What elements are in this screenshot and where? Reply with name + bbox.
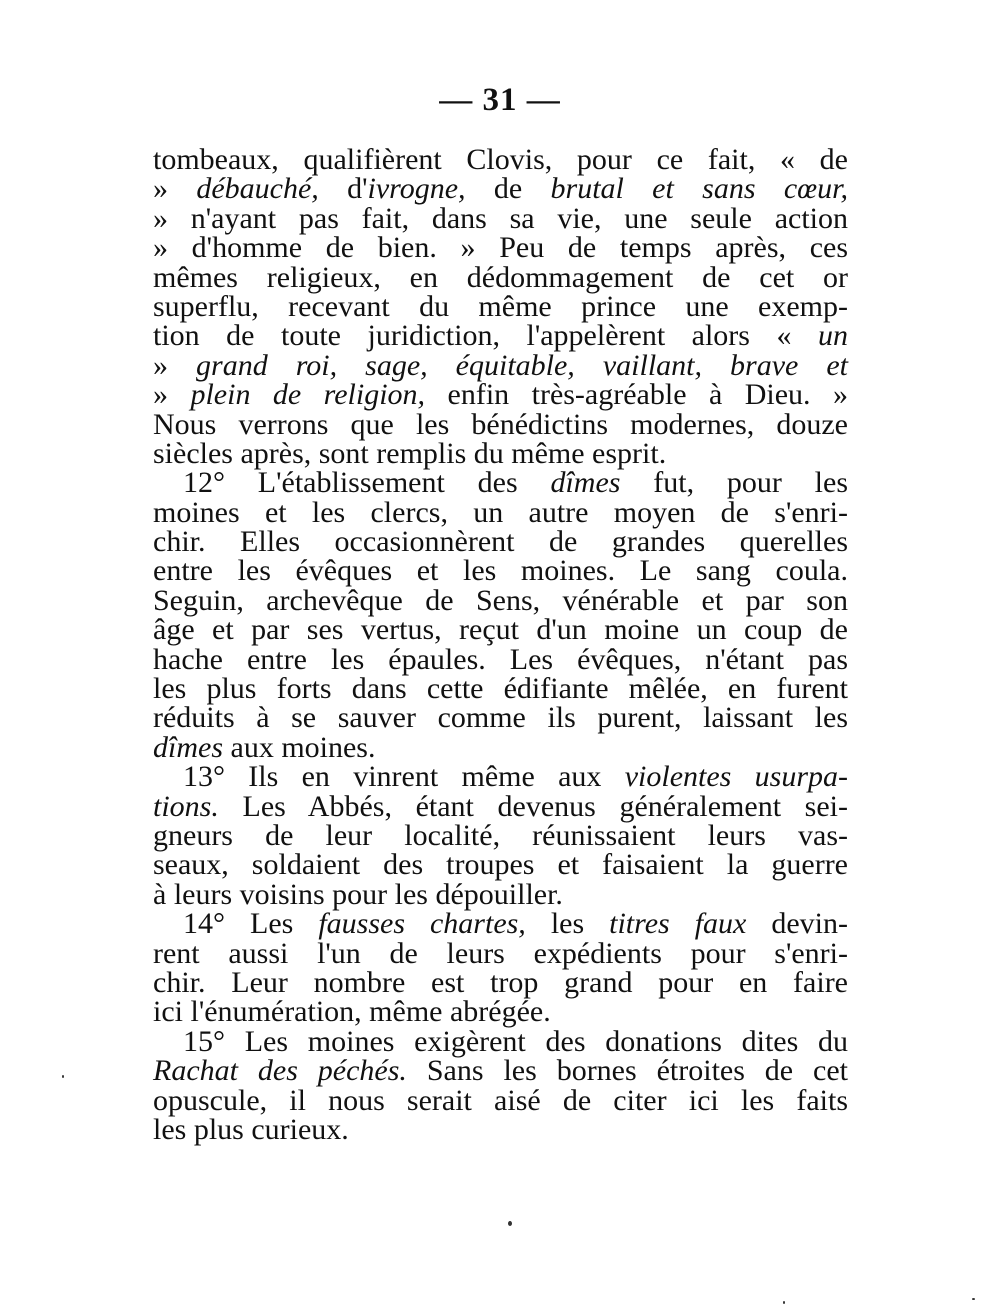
text-line	[153, 407, 848, 441]
text-line	[153, 1054, 849, 1088]
text-segment: les plus forts dans cette édifiante mêlée, en furent	[153, 672, 848, 706]
text-segment: 15° Les moines exigèrent des donations dites du	[183, 1024, 848, 1058]
text-segment: 12° L'établissement des	[183, 466, 551, 500]
italic-segment: grand roi, sage, équitable, vaillant, brave et	[196, 348, 849, 382]
text-segment: 13° Ils en vinrent même aux	[183, 760, 625, 794]
italic-segment: tions.	[153, 789, 219, 823]
text-segment: ici l'énumération, même abrégée.	[153, 995, 551, 1029]
text-segment: enfin très-agréable à Dieu. »	[425, 378, 849, 412]
text-line	[153, 1112, 848, 1146]
text-segment: aux moines.	[223, 730, 376, 764]
text-segment: superflu, recevant du même prince une exemp-	[153, 289, 848, 323]
text-line	[153, 936, 848, 970]
text-line	[153, 495, 848, 529]
italic-segment: débauché,	[196, 172, 319, 206]
text-segment: opuscule, il nous serait aisé de citer ici les faits	[153, 1083, 848, 1117]
speck	[62, 1075, 64, 1078]
text-line	[153, 965, 848, 999]
text-segment: tion de toute juridiction, l'appelèrent alors «	[153, 319, 818, 353]
text-line	[153, 348, 849, 382]
text-line	[153, 231, 848, 265]
text-segment: Les Abbés, étant devenus généralement sei-	[218, 789, 848, 823]
text-line	[153, 701, 848, 735]
text-segment: fut, pour les	[620, 466, 849, 500]
text-segment: devin-	[746, 907, 848, 941]
text-line	[153, 145, 848, 174]
italic-segment: titres faux	[609, 907, 747, 941]
text-segment: de	[465, 172, 551, 206]
text-line	[153, 583, 848, 617]
text-segment: les	[525, 907, 610, 941]
italic-segment: brutal et sans cœur,	[550, 172, 848, 206]
text-line	[153, 319, 848, 353]
text-segment: moines et les clercs, un autre moyen de s'enri-	[153, 495, 848, 529]
speck	[508, 1221, 512, 1226]
text-line	[153, 818, 848, 852]
text-line	[153, 672, 848, 706]
text-line	[153, 289, 848, 323]
text-segment: » n'ayant pas fait, dans sa vie, une seule action	[153, 201, 848, 235]
text-line	[153, 730, 848, 764]
text-segment: seaux, soldaient des troupes et faisaient la guerre	[153, 848, 848, 882]
text-segment: Seguin, archevêque de Sens, vénérable et par son	[153, 583, 848, 617]
text-line	[153, 466, 849, 500]
italic-segment: dîmes	[153, 730, 223, 764]
text-segment: mêmes religieux, en dédommagement de cet or	[153, 260, 848, 294]
text-segment: réduits à se sauver comme ils purent, laissant les	[153, 701, 848, 735]
text-segment: âge et par ses vertus, reçut d'un moine un coup de	[153, 613, 848, 647]
text-segment: »	[153, 172, 197, 206]
text-line	[153, 907, 848, 941]
text-segment: entre les évêques et les moines. Le sang coula.	[153, 554, 848, 588]
text-segment: tombeaux, qualifièrent Clovis, pour ce fait, « de	[153, 143, 848, 176]
text-line	[153, 760, 849, 794]
italic-segment: Rachat des péchés.	[153, 1054, 407, 1088]
text-line	[153, 436, 848, 470]
text-segment: à leurs voisins pour les dépouiller.	[153, 877, 563, 911]
text-line	[153, 378, 849, 412]
text-segment: chir. Elles occasionnèrent de grandes querelles	[153, 525, 848, 559]
italic-segment: violentes usurpa-	[624, 760, 849, 794]
text-line	[153, 525, 848, 559]
text-line	[153, 789, 848, 823]
text-line	[153, 260, 848, 294]
text-segment: rent aussi l'un de leurs expédients pour s'enri-	[153, 936, 848, 970]
text-segment: siècles après, sont remplis du même esprit.	[153, 436, 667, 470]
text-line	[153, 172, 848, 206]
text-segment: d'	[318, 172, 368, 206]
text-line	[153, 1083, 848, 1117]
text-segment: gneurs de leur localité, réunissaient leurs vas-	[153, 818, 848, 852]
speck	[783, 1301, 785, 1304]
text-line	[153, 642, 848, 676]
text-segment: »	[153, 348, 197, 382]
text-segment: » d'homme de bien. » Peu de temps après, ces	[153, 231, 848, 265]
text-line	[153, 1024, 848, 1058]
text-line	[153, 877, 848, 911]
text-segment: hache entre les épaules. Les évêques, n'étant pas	[153, 642, 848, 676]
text-line	[153, 201, 848, 235]
text-line	[153, 554, 848, 588]
text-segment: chir. Leur nombre est trop grand pour en faire	[153, 965, 848, 999]
italic-segment: un	[818, 319, 848, 353]
text-line	[153, 613, 848, 647]
text-segment: 14° Les	[183, 907, 319, 941]
italic-segment: fausses chartes,	[318, 907, 526, 941]
text-segment: Nous verrons que les bénédictins modernes, douze	[153, 407, 848, 441]
italic-segment: dîmes	[550, 466, 621, 500]
italic-segment: ivrogne,	[367, 172, 466, 206]
speck	[972, 1298, 975, 1300]
text-line	[153, 848, 848, 882]
text-segment: Sans les bornes étroites de cet	[406, 1054, 849, 1088]
text-line	[153, 995, 848, 1029]
text-segment: »	[153, 378, 191, 412]
italic-segment: plein de religion,	[190, 378, 426, 412]
text-segment: les plus curieux.	[153, 1112, 349, 1146]
body-text	[153, 145, 848, 1144]
page-number: — 31 —	[439, 82, 561, 118]
